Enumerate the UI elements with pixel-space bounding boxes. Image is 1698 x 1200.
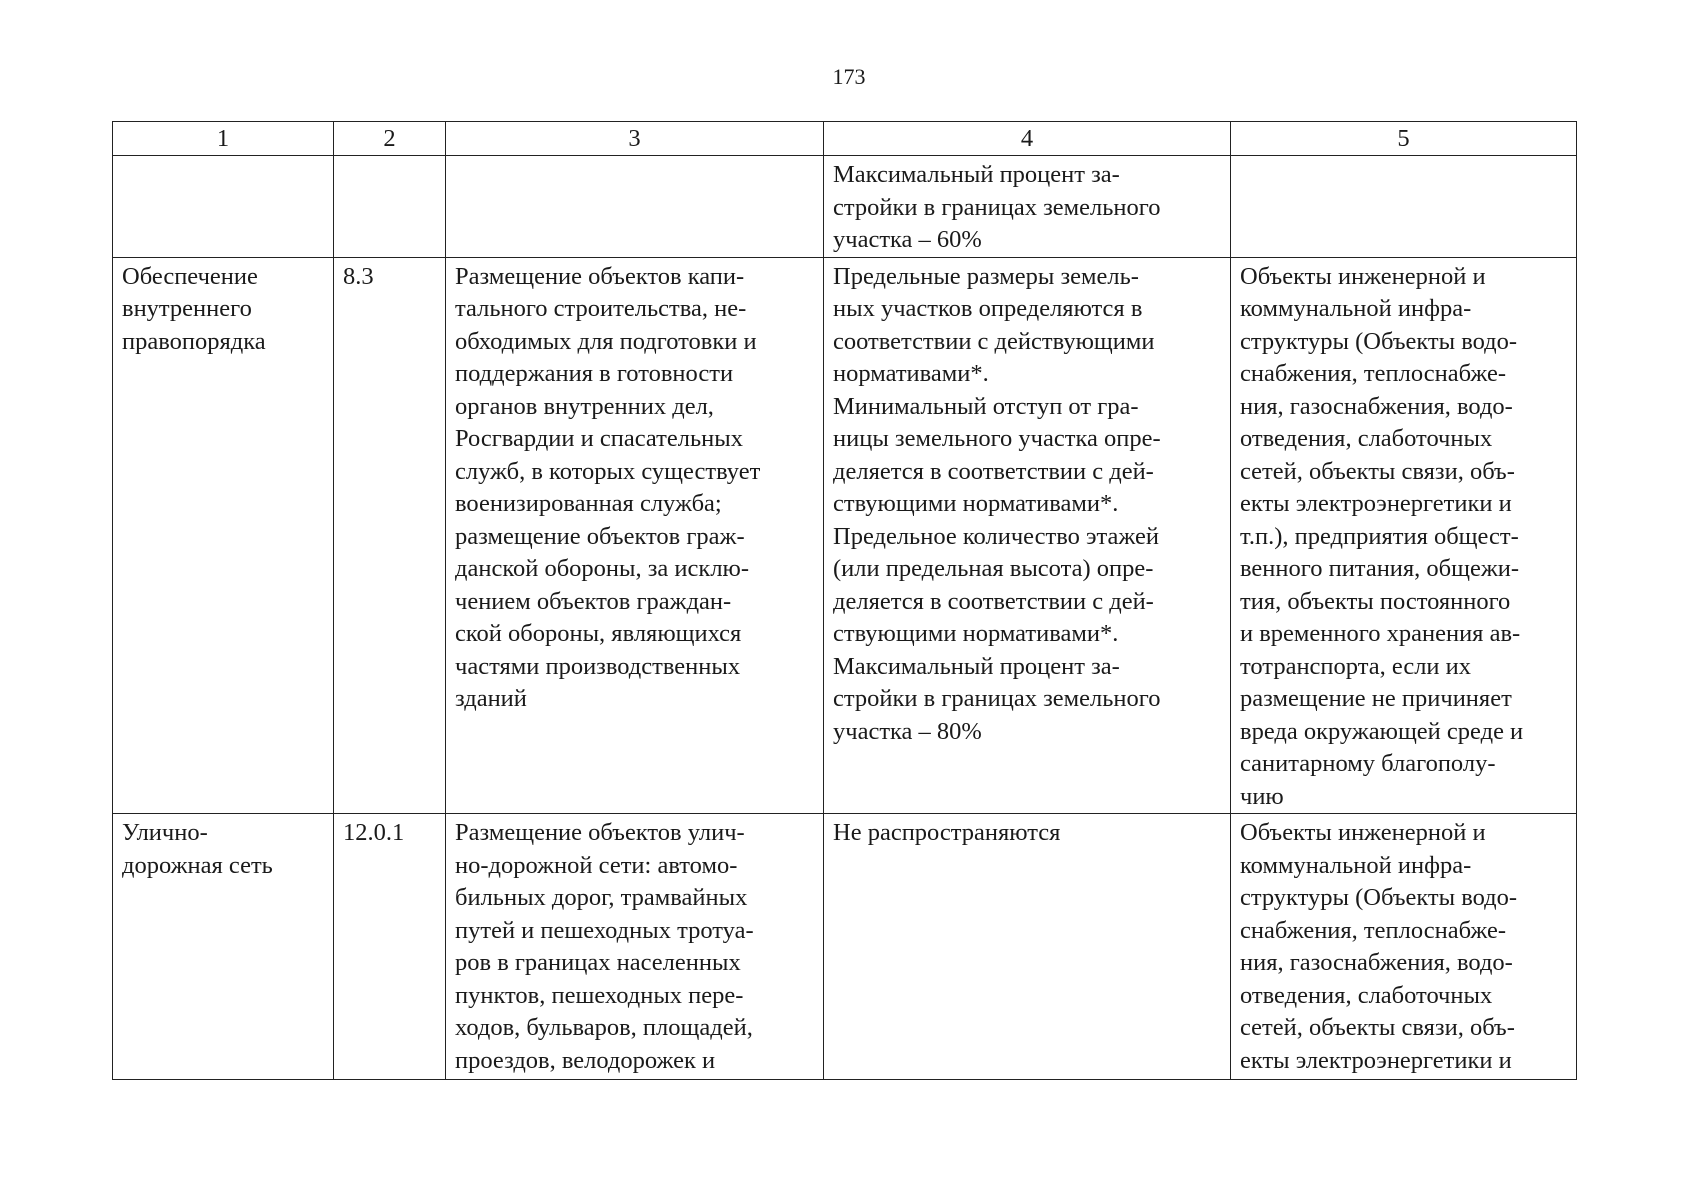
use-code-cell: 12.0.1 bbox=[334, 814, 446, 1080]
cell-text-line: пунктов, пешеходных пере- bbox=[455, 981, 744, 1009]
parameters-cell bbox=[824, 814, 1231, 1080]
cell-text-line: ния, газоснабжения, водо- bbox=[1240, 392, 1513, 420]
cell-text-line: Не распространяются bbox=[833, 819, 1061, 846]
column-header-3: 3 bbox=[446, 122, 824, 156]
cell-text-line: органов внутренних дел, bbox=[455, 392, 714, 420]
cell-text-line: Минимальный отступ от гра- bbox=[833, 392, 1139, 420]
use-name-cell bbox=[113, 156, 334, 258]
cell-text-line: Улично- bbox=[122, 819, 208, 846]
cell-text-line: структуры (Объекты водо- bbox=[1240, 884, 1518, 911]
cell-text-line: размещение не причиняет bbox=[1240, 685, 1512, 712]
cell-text-line: правопорядка bbox=[122, 327, 266, 355]
cell-text-line: Росгвардии и спасательных bbox=[455, 425, 743, 452]
use-name-cell bbox=[113, 814, 334, 1080]
use-code-cell bbox=[334, 156, 446, 258]
column-header-5: 5 bbox=[1231, 122, 1577, 156]
cell-text-line: участка – 80% bbox=[833, 717, 982, 745]
cell-text-line: отведения, слаботочных bbox=[1240, 981, 1493, 1009]
use-description-cell bbox=[446, 257, 824, 814]
cell-text-line: (или предельная высота) опре- bbox=[833, 555, 1154, 582]
page-number: 173 bbox=[832, 64, 866, 89]
cell-text-line: сетей, объекты связи, объ- bbox=[1240, 457, 1515, 485]
cell-text-line: зданий bbox=[455, 685, 527, 712]
auxiliary-uses-cell bbox=[1231, 257, 1577, 814]
cell-text-line: ходов, бульваров, площадей, bbox=[455, 1014, 753, 1041]
cell-text-line: ния, газоснабжения, водо- bbox=[1240, 949, 1513, 976]
cell-text-line: екты электроэнергетики и bbox=[1240, 490, 1512, 517]
cell-text-line: отведения, слаботочных bbox=[1240, 425, 1493, 452]
cell-text-line: данской обороны, за исклю- bbox=[455, 555, 750, 582]
cell-text-line: санитарному благополу- bbox=[1240, 750, 1496, 777]
column-header-2: 2 bbox=[334, 122, 446, 156]
cell-text-line: ницы земельного участка опре- bbox=[833, 425, 1161, 452]
auxiliary-uses-cell bbox=[1231, 156, 1577, 258]
use-description-cell bbox=[446, 156, 824, 258]
cell-text-line: путей и пешеходных тротуа- bbox=[455, 916, 754, 944]
cell-text-line: Максимальный процент за- bbox=[833, 161, 1120, 188]
use-name-cell bbox=[113, 257, 334, 814]
cell-text-line: Максимальный процент за- bbox=[833, 652, 1120, 680]
use-code-cell: 8.3 bbox=[334, 257, 446, 814]
cell-text-line: екты электроэнергетики и bbox=[1240, 1046, 1512, 1074]
cell-text-line: коммунальной инфра- bbox=[1240, 295, 1472, 322]
column-header-4: 4 bbox=[824, 122, 1231, 156]
cell-text-line: венного питания, общежи- bbox=[1240, 555, 1520, 582]
cell-text-line: чию bbox=[1240, 782, 1284, 810]
table-row bbox=[113, 814, 1577, 1080]
header-row bbox=[113, 122, 1577, 156]
cell-text-line: ствующими нормативами*. bbox=[833, 490, 1119, 517]
cell-text-line: тия, объекты постоянного bbox=[1240, 587, 1511, 615]
cell-text-line: тального строительства, не- bbox=[455, 295, 747, 322]
cell-text-line: поддержания в готовности bbox=[455, 360, 734, 387]
cell-text-line: соответствии с действующими bbox=[833, 327, 1155, 355]
cell-text-line: обходимых для подготовки и bbox=[455, 327, 757, 355]
cell-text-line: структуры (Объекты водо- bbox=[1240, 327, 1518, 355]
cell-text-line: снабжения, теплоснабже- bbox=[1240, 916, 1507, 944]
cell-text-line: частями производственных bbox=[455, 652, 741, 680]
table-row bbox=[113, 257, 1577, 814]
cell-text-line: деляется в соответствии с дей- bbox=[833, 457, 1154, 485]
cell-text-line: стройки в границах земельного bbox=[833, 685, 1161, 712]
cell-text-line: ных участков определяются в bbox=[833, 295, 1143, 322]
cell-text-line: деляется в соответствии с дей- bbox=[833, 587, 1154, 615]
cell-text-line: служб, в которых существует bbox=[455, 457, 761, 485]
parameters-cell bbox=[824, 156, 1231, 258]
cell-text-line: и временного хранения ав- bbox=[1240, 620, 1521, 647]
cell-text-line: Обеспечение bbox=[122, 262, 258, 290]
cell-text-line: ской обороны, являющихся bbox=[455, 620, 742, 647]
use-description-cell bbox=[446, 814, 824, 1080]
cell-text-line: Предельное количество этажей bbox=[833, 522, 1159, 550]
cell-text-line: дорожная сеть bbox=[122, 851, 273, 879]
cell-text-line: внутреннего bbox=[122, 295, 252, 322]
parameters-cell bbox=[824, 257, 1231, 814]
cell-text-line: снабжения, теплоснабже- bbox=[1240, 360, 1507, 387]
land-use-table bbox=[112, 121, 1577, 1080]
cell-text-line: вреда окружающей среде и bbox=[1240, 717, 1524, 745]
cell-text-line: Предельные размеры земель- bbox=[833, 262, 1139, 290]
cell-text-line: проездов, велодорожек и bbox=[455, 1046, 716, 1074]
column-header-1: 1 bbox=[113, 122, 334, 156]
cell-text-line: сетей, объекты связи, объ- bbox=[1240, 1014, 1515, 1041]
cell-text-line: тотранспорта, если их bbox=[1240, 652, 1472, 680]
cell-text-line: Размещение объектов улич- bbox=[455, 819, 745, 846]
cell-text-line: Объекты инженерной и bbox=[1240, 262, 1486, 290]
cell-text-line: т.п.), предприятия общест- bbox=[1240, 522, 1519, 550]
cell-text-line: размещение объектов граж- bbox=[455, 522, 745, 550]
auxiliary-uses-cell bbox=[1231, 814, 1577, 1080]
table-row bbox=[113, 156, 1577, 258]
cell-text-line: Объекты инженерной и bbox=[1240, 819, 1486, 846]
cell-text-line: участка – 60% bbox=[833, 226, 982, 253]
cell-text-line: стройки в границах земельного bbox=[833, 193, 1161, 221]
cell-text-line: чением объектов граждан- bbox=[455, 587, 732, 615]
cell-text-line: но-дорожной сети: автомо- bbox=[455, 851, 738, 879]
cell-text-line: ров в границах населенных bbox=[455, 949, 741, 976]
cell-text-line: военизированная служба; bbox=[455, 490, 722, 517]
cell-text-line: нормативами*. bbox=[833, 360, 989, 387]
cell-text-line: Размещение объектов капи- bbox=[455, 262, 745, 290]
cell-text-line: бильных дорог, трамвайных bbox=[455, 884, 748, 911]
cell-text-line: коммунальной инфра- bbox=[1240, 851, 1472, 879]
cell-text-line: ствующими нормативами*. bbox=[833, 620, 1119, 647]
